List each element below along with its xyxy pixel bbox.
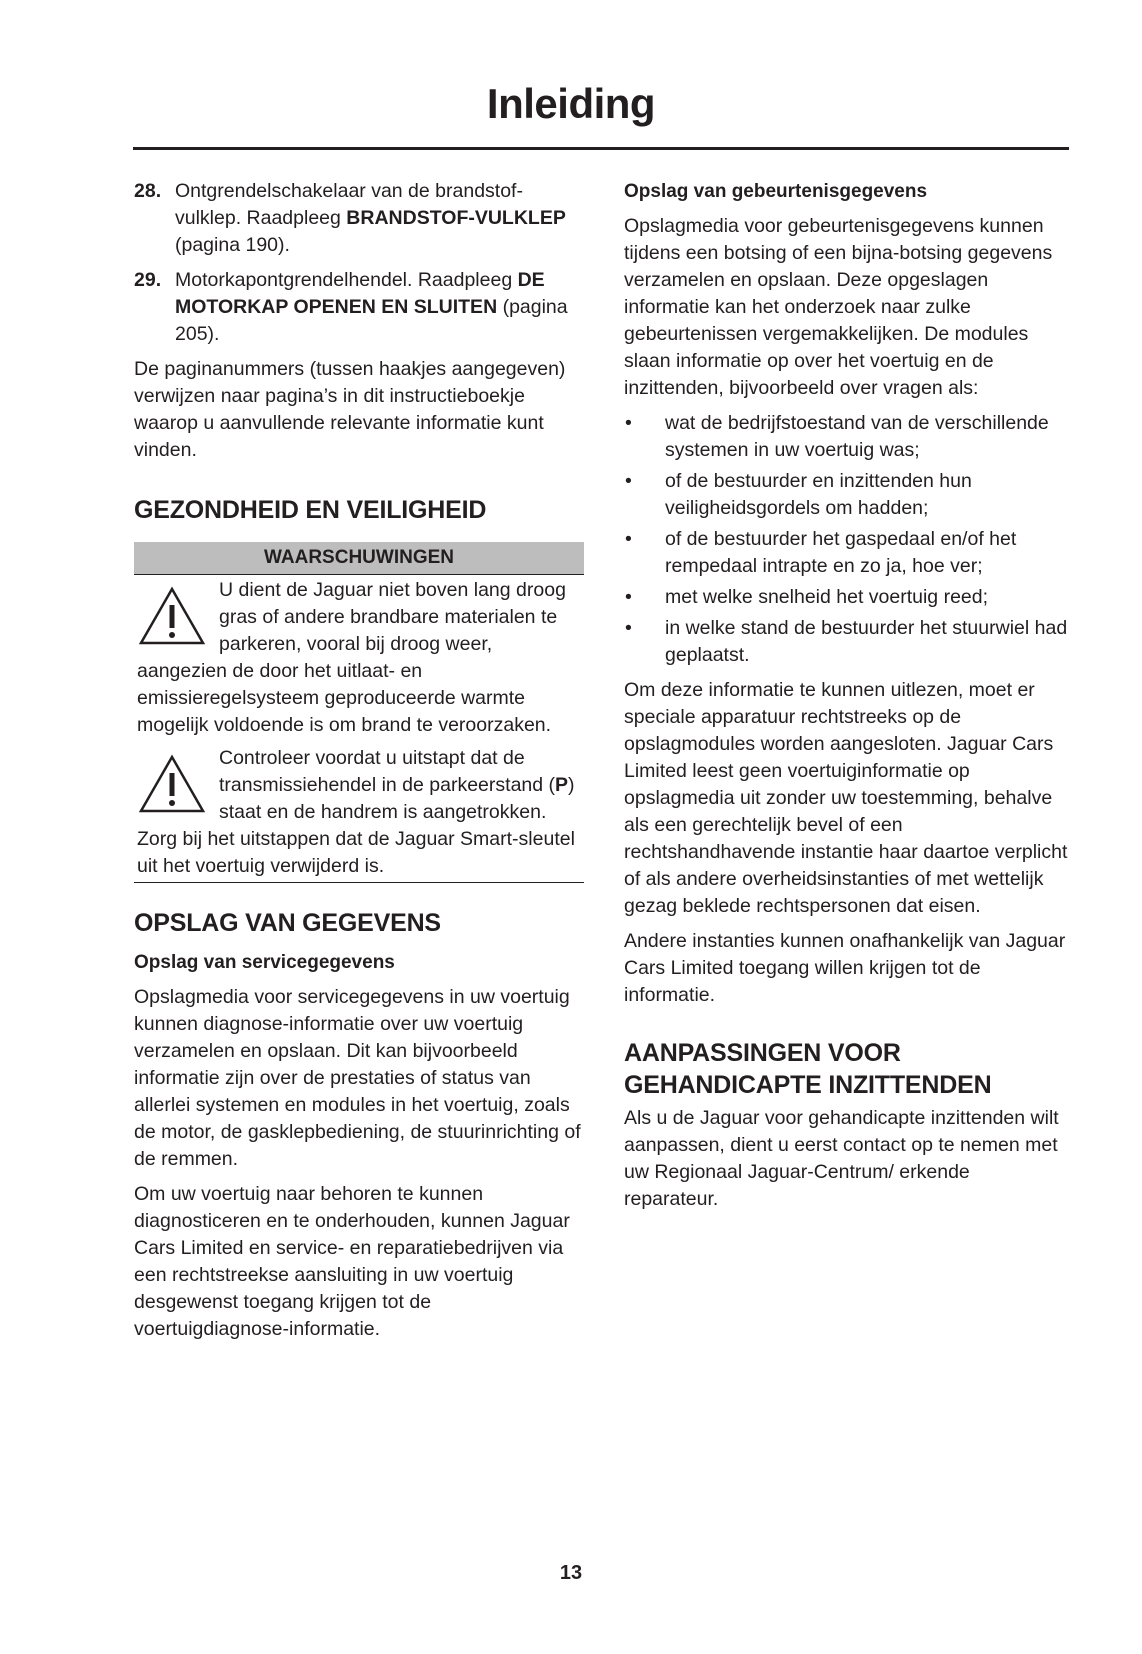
numbered-item-28 [134,178,584,259]
paragraph: Andere instanties kunnen onafhankelijk van Jaguar Cars Limited toegang willen krijgen tot de informatie. [624,930,1066,1006]
warning-item [134,577,584,739]
item-text-after: (pagina 190). [175,234,290,256]
paragraph: Opslagmedia voor servicegegevens in uw voertuig kunnen diagnose-informatie over uw voertuig verzamelen en opslaan. Dit kan bijvoorbeeld informatie zijn over de prestaties of status van allerlei systemen en modules in het voertuig, zoals de motor, de gasklepbediening, de stuurinrichting of de remmen. [134,986,581,1170]
list-item-text: wat de bedrijfstoestand van de verschillende systemen in uw voertuig was; [665,412,1049,461]
list-item-text: met welke snelheid het voertuig reed; [665,586,989,608]
warning-text-after: ) staat en de handrem is aangetrokken. Zorg bij het uitstappen dat de Jaguar Smart-sleutel uit het voertuig verwijderd is. [137,774,575,877]
list-item-text: in welke stand de bestuurder het stuurwiel had geplaatst. [665,617,1068,666]
bullet-icon: • [625,470,632,492]
subheading-event-data: Opslag van gebeurtenisgegevens [624,181,928,202]
warning-text-before: Controleer voordat u uitstapt dat de transmissiehendel in de parkeerstand ( [219,747,556,796]
warning-triangle-icon [137,585,207,647]
right-column [624,178,1069,1221]
cross-reference-link: DE MOTORKAP OPENEN EN SLUITEN [175,269,545,318]
paragraph: Om uw voertuig naar behoren te kunnen diagnosticeren en te onderhouden, kunnen Jaguar Cars Limited en service- en reparatiebedrijven via een rechtstreekse aansluiting in uw voertuig desgewenst toegang krijgen tot de voertuigdiagnose-informatie. [134,1183,570,1340]
bullet-icon: • [625,412,632,434]
item-text [175,178,584,259]
list-item-text: of de bestuurder en inzittenden hun veiligheidsgordels om hadden; [665,470,972,519]
page-number: 13 [559,1562,583,1584]
item-number: 28. [134,180,162,202]
list-item [624,410,1069,464]
section-heading-health-safety: GEZONDHEID EN VEILIGHEID [134,496,487,524]
item-text-before: Ontgrendelschakelaar van de brandstof-vulklep. Raadpleeg [175,180,523,229]
paragraph: Als u de Jaguar voor gehandicapte inzittenden wilt aanpassen, dient u eerst contact op te nemen met uw Regionaal Jaguar-Centrum/ erkende reparateur. [624,1107,1059,1210]
list-item [624,584,1069,611]
warnings-bottom-rule [134,882,584,883]
item-text [175,267,584,348]
list-item [624,468,1069,522]
warning-triangle-icon [137,753,207,815]
warning-item [134,745,584,880]
paragraph: Opslagmedia voor gebeurtenisgegevens kunnen tijdens een botsing of een bijna-botsing gegevens verzamelen en opslaan. Deze opgeslagen informatie kan het onderzoek naar zulke gebeurtenissen vergemakkelijken. De modules slaan informatie op over het voertuig en de inzittenden, bijvoorbeeld over vragen als: [624,215,1053,399]
list-item-text: of de bestuurder het gaspedaal en/of het rempedaal intrapte en zo ja, hoe ver; [665,528,1017,577]
numbered-item-29 [134,267,584,348]
bullet-icon: • [625,617,632,639]
bullet-icon: • [625,528,632,550]
page-title: Inleiding [486,80,656,127]
intro-paragraph: De paginanummers (tussen haakjes aangegeven) verwijzen naar pagina’s in dit instructieboekje waarop u aanvullende relevante informatie kunt vinden. [134,358,566,461]
warnings-header: WAARSCHUWINGEN [134,542,584,575]
paragraph: Om deze informatie te kunnen uitlezen, moet er speciale apparatuur rechtstreeks op de opslagmodules worden aangesloten. Jaguar Cars Limited leest geen voertuiginformatie op opslagmedia uit zonder uw toestemming, behalve als een gerechtelijk bevel of een rechtshandhavende instantie haar daartoe verplicht of als andere overheidsinstanties of met wettelijk gezag beklede rechtspersonen dat eisen. [624,679,1068,917]
item-number: 29. [134,269,162,291]
warning-text-bold: P [555,774,569,796]
subheading-service-data: Opslag van servicegegevens [134,952,395,973]
warning-text: U dient de Jaguar niet boven lang droog gras of andere brandbare materialen te parkeren, vooral bij droog weer, aangezien de door het uitlaat- en emissieregelsysteem geproduceerde warmte mogelijk voldoende is om brand te veroorzaken. [137,579,566,736]
left-column [134,178,584,1351]
list-item [624,615,1069,669]
bullet-icon: • [625,586,632,608]
item-text-before: Motorkapontgrendelhendel. Raadpleeg [175,269,518,291]
list-item [624,526,1069,580]
section-heading-data-storage: OPSLAG VAN GEGEVENS [134,909,441,937]
question-list [624,410,1069,669]
item-text-after: (pagina 205). [175,296,568,345]
section-heading-adaptations: AANPASSINGEN VOOR GEHANDICAPTE INZITTENDEN [624,1039,992,1099]
title-divider [133,147,1069,150]
cross-reference-link: BRANDSTOF-VULKLEP [346,207,566,229]
